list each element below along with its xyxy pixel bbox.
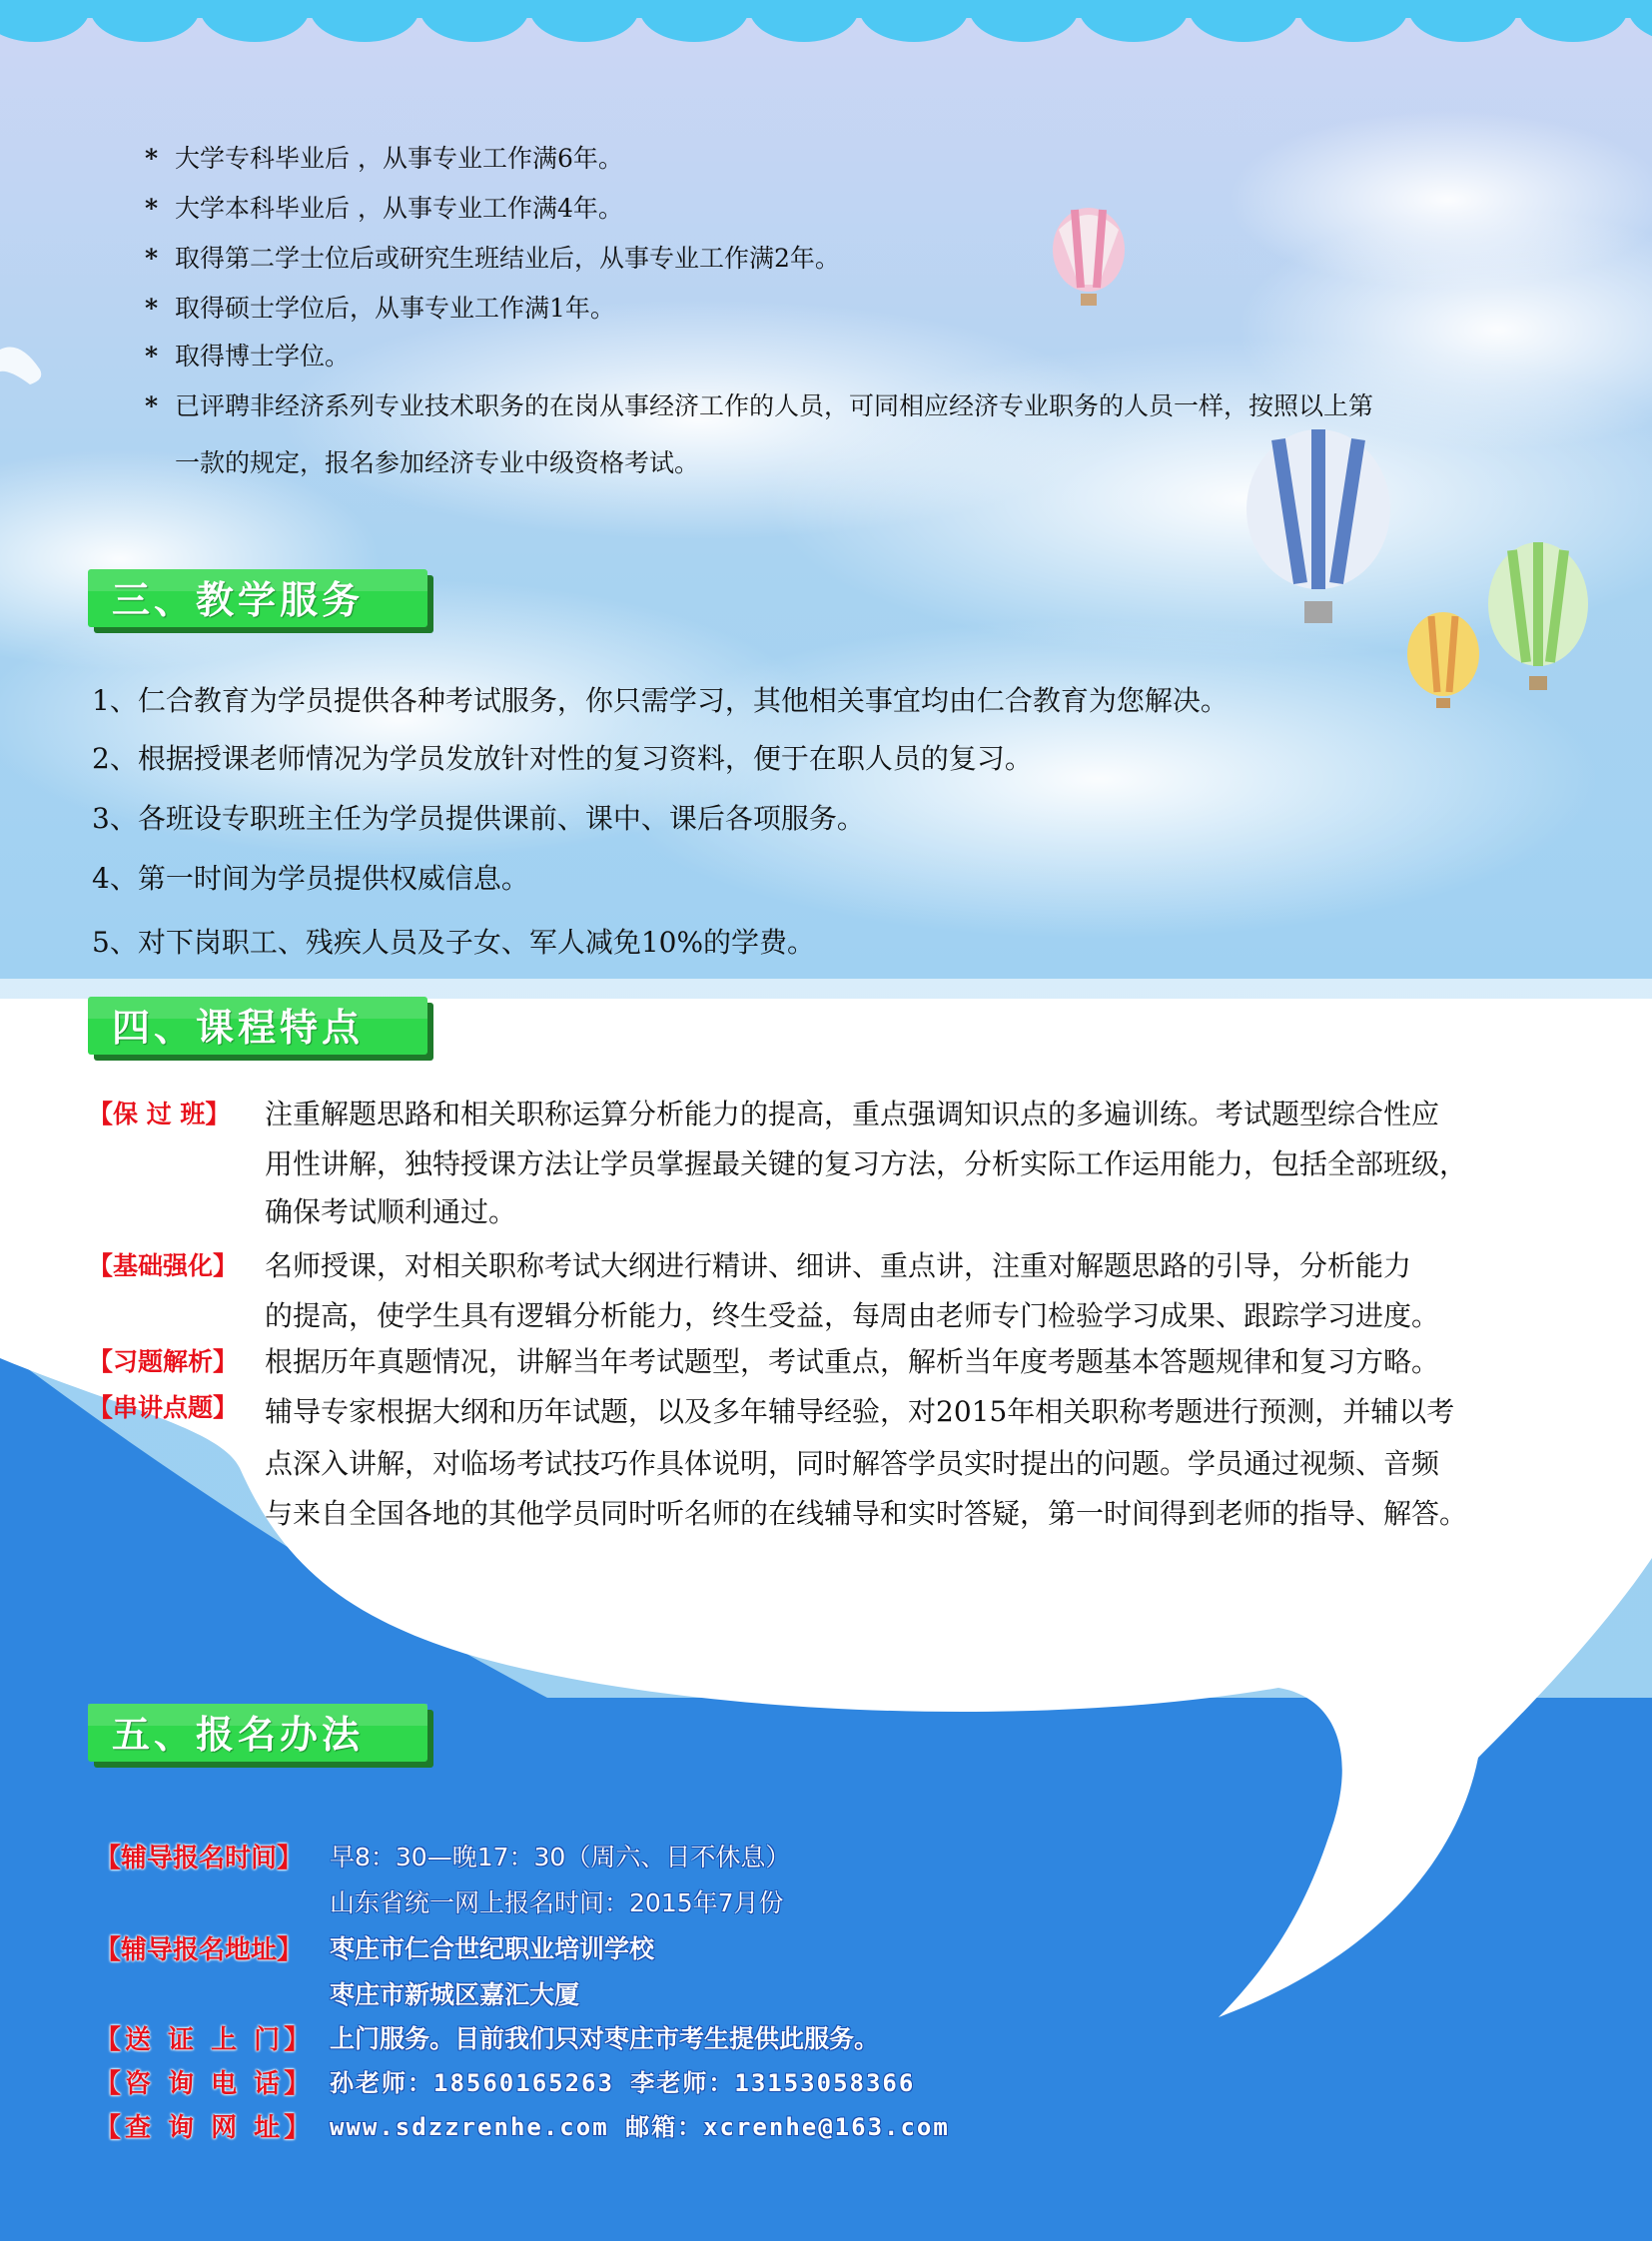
requirement-text: 取得博士学位。	[175, 342, 351, 371]
feature-text: 确保考试顺利通过。	[265, 1195, 517, 1228]
feature-tag: 【保 过 班】	[88, 1100, 231, 1128]
registration-time: 早8：30—晚17：30（周六、日不休息）	[330, 1843, 791, 1871]
feature-tag: 【基础强化】	[88, 1251, 239, 1280]
requirement-text: 取得第二学士位后或研究生班结业后，从事专业工作满2年。	[175, 244, 840, 273]
phone-numbers: 孙老师：18560165263 李老师：13153058366	[330, 2069, 916, 2097]
section-title: 三、教学服务	[112, 578, 365, 622]
registration-address-detail: 枣庄市新城区嘉汇大厦	[330, 1980, 580, 2009]
requirement-item	[145, 142, 623, 176]
registration-label: 【送 证 上 门】	[95, 2025, 315, 2055]
service-item: 4、第一时间为学员提供权威信息。	[92, 862, 529, 895]
bullet-star-icon: *	[145, 194, 159, 223]
requirement-text: 大学专科毕业后 ，从事专业工作满6年。	[175, 144, 623, 173]
service-item: 3、各班设专职班主任为学员提供课前、课中、课后各项服务。	[92, 802, 865, 835]
requirement-item	[145, 192, 623, 226]
feature-text: 点深入讲解，对临场考试技巧作具体说明，同时解答学员实时提出的问题。学员通过视频、音频	[265, 1447, 1440, 1480]
service-item: 5、对下岗职工、残疾人员及子女、军人减免10%的学费。	[92, 926, 816, 959]
registration-address: 枣庄市仁合世纪职业培训学校	[330, 1934, 655, 1963]
feature-text: 的提高，使学生具有逻辑分析能力，终生受益，每周由老师专门检验学习成果、跟踪学习进度。	[265, 1299, 1440, 1332]
feature-text: 注重解题思路和相关职称运算分析能力的提高，重点强调知识点的多遍训练。考试题型综合性应	[265, 1098, 1440, 1130]
section-title: 四、课程特点	[112, 1006, 365, 1050]
service-item: 2、根据授课老师情况为学员发放针对性的复习资料，便于在职人员的复习。	[92, 742, 1033, 775]
feature-tag: 【习题解析】	[88, 1347, 239, 1376]
requirement-continuation: 一款的规定，报名参加经济专业中级资格考试。	[175, 448, 700, 477]
feature-tag: 【串讲点题】	[88, 1393, 239, 1422]
feature-text: 用性讲解，独特授课方法让学员掌握最关键的复习方法，分析实际工作运用能力，包括全部班级，	[265, 1147, 1468, 1180]
registration-label: 【咨 询 电 话】	[95, 2069, 315, 2099]
section-title: 五、报名办法	[112, 1713, 365, 1757]
feature-text: 根据历年真题情况，讲解当年考试题型，考试重点，解析当年度考题基本答题规律和复习方略。	[265, 1345, 1440, 1378]
requirement-text: 已评聘非经济系列专业技术职务的在岗从事经济工作的人员，可同相应经济专业职务的人员一样，按照以上第	[175, 391, 1374, 420]
bullet-star-icon: *	[145, 391, 159, 420]
requirement-item	[145, 340, 350, 374]
requirement-text: 大学本科毕业后 ，从事专业工作满4年。	[175, 194, 623, 223]
registration-online-time: 山东省统一网上报名时间：2015年7月份	[330, 1888, 784, 1917]
website-link[interactable]: www.sdzzrenhe.com 邮箱：xcrenhe@163.com	[330, 2113, 950, 2141]
requirement-item	[145, 389, 1373, 423]
section-banner-teaching-service	[88, 569, 435, 635]
section-banner-registration	[88, 1704, 435, 1770]
bullet-star-icon: *	[145, 342, 159, 371]
feature-text: 辅导专家根据大纲和历年试题，以及多年辅导经验，对2015年相关职称考题进行预测，并辅以考	[265, 1395, 1455, 1428]
registration-label: 【辅导报名时间】	[95, 1844, 304, 1873]
registration-label: 【查 询 网 址】	[95, 2113, 315, 2143]
section-banner-course-features	[88, 997, 435, 1063]
bullet-star-icon: *	[145, 144, 159, 173]
bullet-star-icon: *	[145, 294, 159, 323]
requirement-item	[145, 242, 840, 276]
bullet-star-icon: *	[145, 244, 159, 273]
requirement-item	[145, 292, 615, 326]
requirement-text: 取得硕士学位后，从事专业工作满1年。	[175, 294, 615, 323]
delivery-service: 上门服务。目前我们只对枣庄市考生提供此服务。	[330, 2024, 880, 2053]
service-item: 1、仁合教育为学员提供各种考试服务，你只需学习，其他相关事宜均由仁合教育为您解决。	[92, 684, 1229, 717]
registration-label: 【辅导报名地址】	[95, 1935, 304, 1965]
feature-text: 与来自全国各地的其他学员同时听名师的在线辅导和实时答疑，第一时间得到老师的指导、解答。	[265, 1497, 1468, 1530]
feature-text: 名师授课，对相关职称考试大纲进行精讲、细讲、重点讲，注重对解题思路的引导，分析能力	[265, 1249, 1412, 1282]
